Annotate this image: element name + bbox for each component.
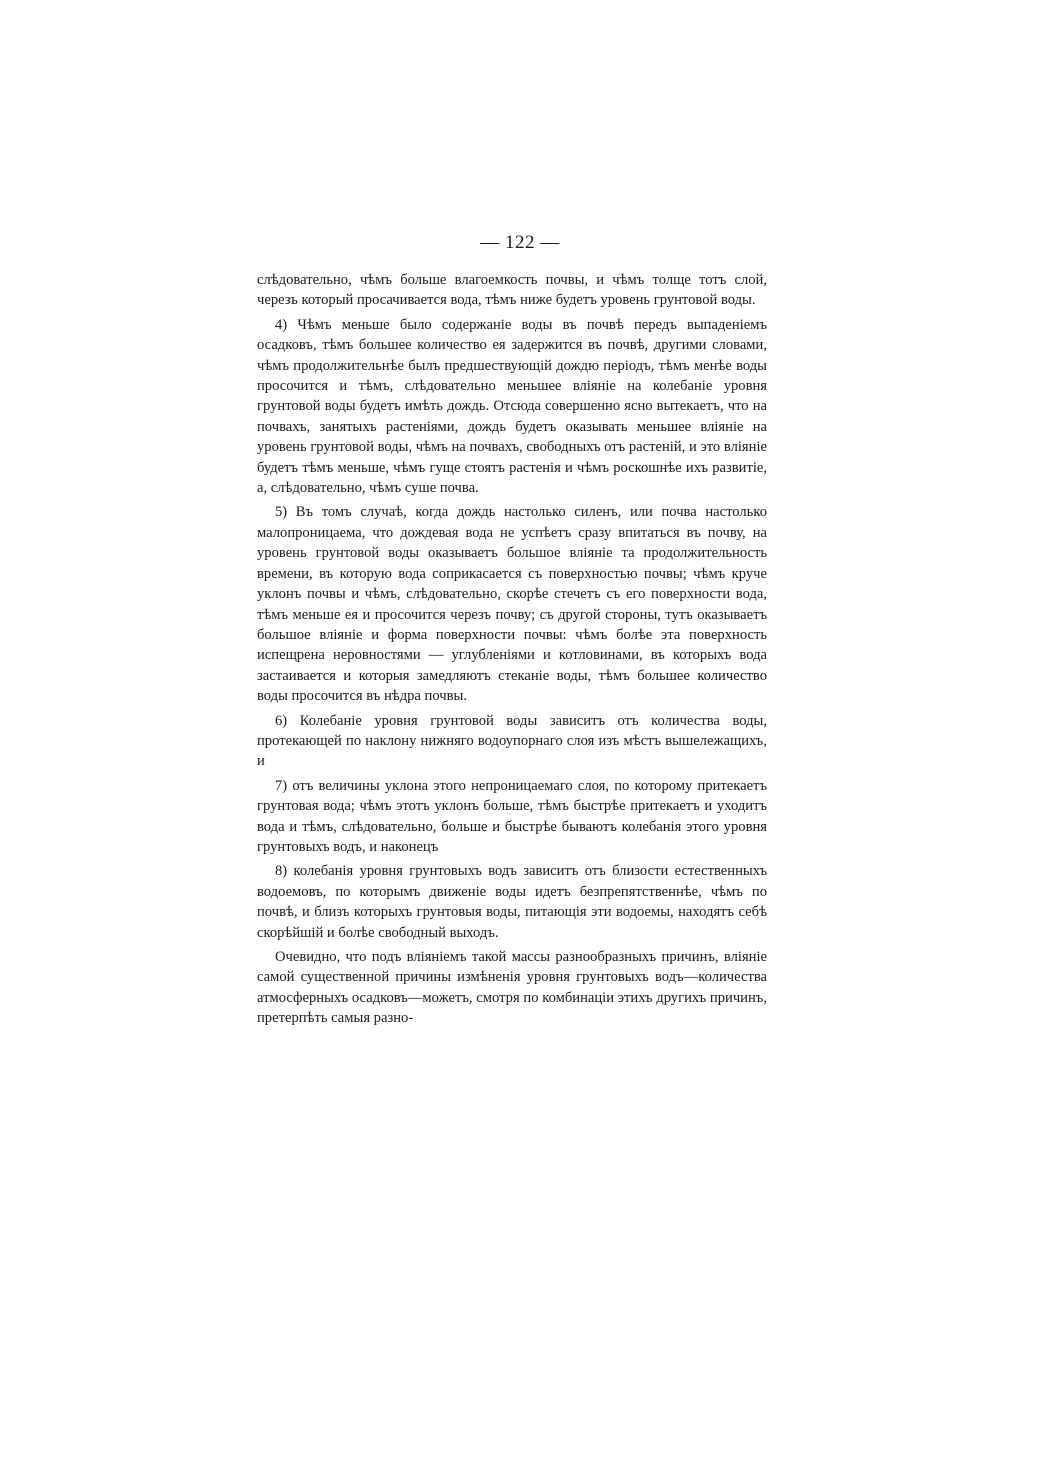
- paragraph-item-5: 5) Въ томъ случаѣ, когда дождь настолько силенъ, или почва настолько малопроницаема, что дождевая вода не успѣетъ сразу впитаться въ почву, на уровень грунтовой воды оказываетъ большое вліяніе та продолжительность времени, въ которую вода соприкасается съ поверхностью почвы; чѣмъ круче уклонъ почвы и чѣмъ, слѣдовательно, скорѣе стечетъ съ его поверхности вода, тѣмъ меньше ея и просочится черезъ почву; съ другой стороны, тутъ оказываетъ большое вліяніе и форма поверхности почвы: чѣмъ болѣе эта поверхность испещрена неровностями — углубленіями и котловинами, въ которыхъ вода застаивается и которыя замедляютъ стеканіе воды, тѣмъ большее количество воды просочится въ нѣдра почвы.: [257, 504, 767, 705]
- paragraph-continuation: слѣдовательно, чѣмъ больше влагоемкость почвы, и чѣмъ толще тотъ слой, черезъ который просачивается вода, тѣмъ ниже будетъ уровень грунтовой воды.: [257, 272, 767, 309]
- paragraph-item-6: 6) Колебаніе уровня грунтовой воды зависитъ отъ количества воды, протекающей по наклону нижняго водоупорнаго слоя изъ мѣстъ вышележащихъ, и: [257, 712, 767, 770]
- page-number: — 122 —: [480, 232, 560, 253]
- paragraph-conclusion: Очевидно, что подъ вліяніемъ такой массы разнообразныхъ причинъ, вліяніе самой существенной причины измѣненія уровня грунтовыхъ водъ—количества атмосферныхъ осадковъ—можетъ, смотря по комбинаціи этихъ другихъ причинъ, претерпѣть самыя разно-: [257, 949, 767, 1027]
- body-text: [257, 270, 767, 1029]
- paragraph-item-4: 4) Чѣмъ меньше было содержаніе воды въ почвѣ передъ выпаденіемъ осадковъ, тѣмъ большее количество ея задержится въ почвѣ, другими словами, чѣмъ продолжительнѣе былъ предшествующій дождю періодъ, тѣмъ менѣе воды просочится и тѣмъ, слѣдовательно меньшее вліяніе на колебаніе уровня грунтовой воды будетъ имѣть дождь. Отсюда совершенно ясно вытекаетъ, что на почвахъ, занятыхъ растеніями, дождь будетъ оказывать меньшее вліяніе на уровень грунтовой воды, чѣмъ на почвахъ, свободныхъ отъ растеній, и это вліяніе будетъ тѣмъ меньше, чѣмъ гуще стоятъ растенія и чѣмъ роскошнѣе ихъ развитіе, а, слѣдовательно, чѣмъ суше почва.: [257, 316, 767, 497]
- paragraph-item-7: 7) отъ величины уклона этого непроницаемаго слоя, по которому притекаетъ грунтовая вода; чѣмъ этотъ уклонъ больше, тѣмъ быстрѣе притекаетъ и уходитъ вода и тѣмъ, слѣдовательно, больше и быстрѣе бываютъ колебанія этого уровня грунтовыхъ водъ, и наконецъ: [257, 777, 767, 855]
- paragraph-item-8: 8) колебанія уровня грунтовыхъ водъ зависитъ отъ близости естественныхъ водоемовъ, по которымъ движеніе воды идетъ безпрепятственнѣе, чѣмъ по почвѣ, и близъ которыхъ грунтовыя воды, питающія эти водоемы, находятъ себѣ скорѣйшій и болѣе свободный выходъ.: [257, 863, 767, 941]
